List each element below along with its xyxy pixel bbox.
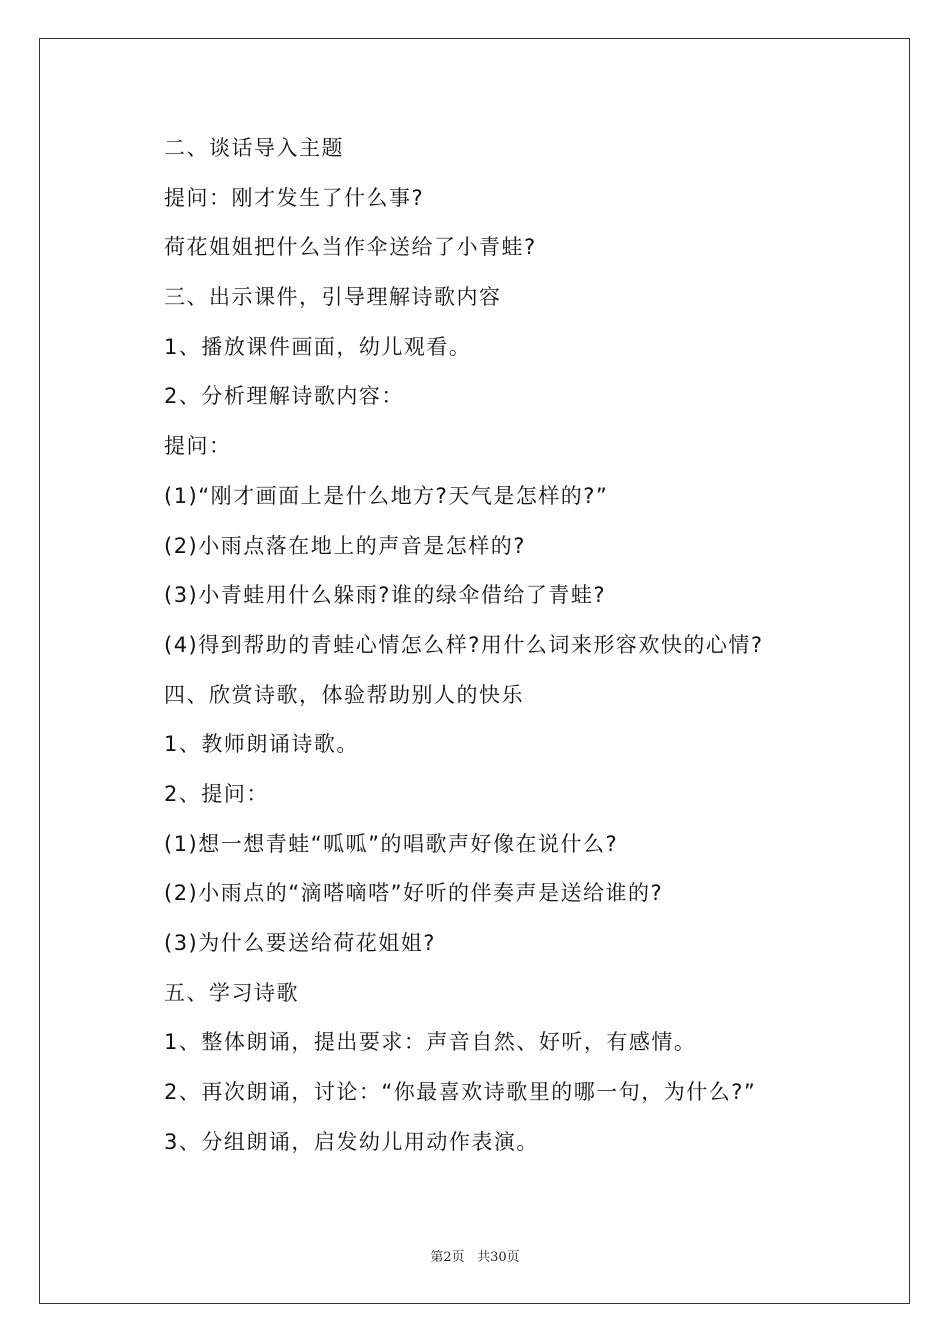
text-line: 1、播放课件画面，幼儿观看。 — [164, 334, 472, 359]
text-line: 3、分组朗诵，启发幼儿用动作表演。 — [164, 1129, 539, 1154]
text-line: (3)为什么要送给荷花姐姐? — [164, 931, 436, 955]
text-line: (2)小雨点落在地上的声音是怎样的? — [164, 533, 526, 558]
footer-spacer — [465, 1250, 477, 1265]
section-heading: 二、谈话导入主题 — [164, 136, 344, 160]
text-line: (1)“刚才画面上是什么地方?天气是怎样的?” — [164, 483, 609, 508]
section-heading: 三、出示课件，引导理解诗歌内容 — [164, 285, 502, 310]
page-total: 共30页 — [477, 1250, 520, 1265]
text-line: (3)小青蛙用什么躲雨?谁的绿伞借给了青蛙? — [164, 583, 607, 608]
text-line: 荷花姐姐把什么当作伞送给了小青蛙? — [164, 235, 537, 260]
text-line: 2、再次朗诵，讨论：“你最喜欢诗歌里的哪一句，为什么?” — [164, 1080, 757, 1105]
text-line: (4)得到帮助的青蛙心情怎么样?用什么词来形容欢快的心情? — [164, 632, 764, 657]
text-line: 2、分析理解诗歌内容： — [164, 384, 404, 409]
text-line: 2、提问： — [164, 781, 269, 806]
text-line: 提问：刚才发生了什么事? — [164, 185, 425, 210]
page-footer — [0, 1246, 950, 1265]
text-line: (1)想一想青蛙“呱呱”的唱歌声好像在说什么? — [164, 831, 619, 856]
text-line: 1、整体朗诵，提出要求：声音自然、好听，有感情。 — [164, 1030, 697, 1055]
page-number: 第2页 — [430, 1250, 465, 1265]
document-body — [164, 124, 844, 1167]
text-line: 提问： — [164, 434, 232, 459]
text-line: (2)小雨点的“滴嗒嘀嗒”好听的伴奏声是送给谁的? — [164, 881, 664, 906]
text-line: 1、教师朗诵诗歌。 — [164, 732, 359, 757]
section-heading: 四、欣赏诗歌，体验帮助别人的快乐 — [164, 682, 524, 707]
section-heading: 五、学习诗歌 — [164, 980, 299, 1005]
